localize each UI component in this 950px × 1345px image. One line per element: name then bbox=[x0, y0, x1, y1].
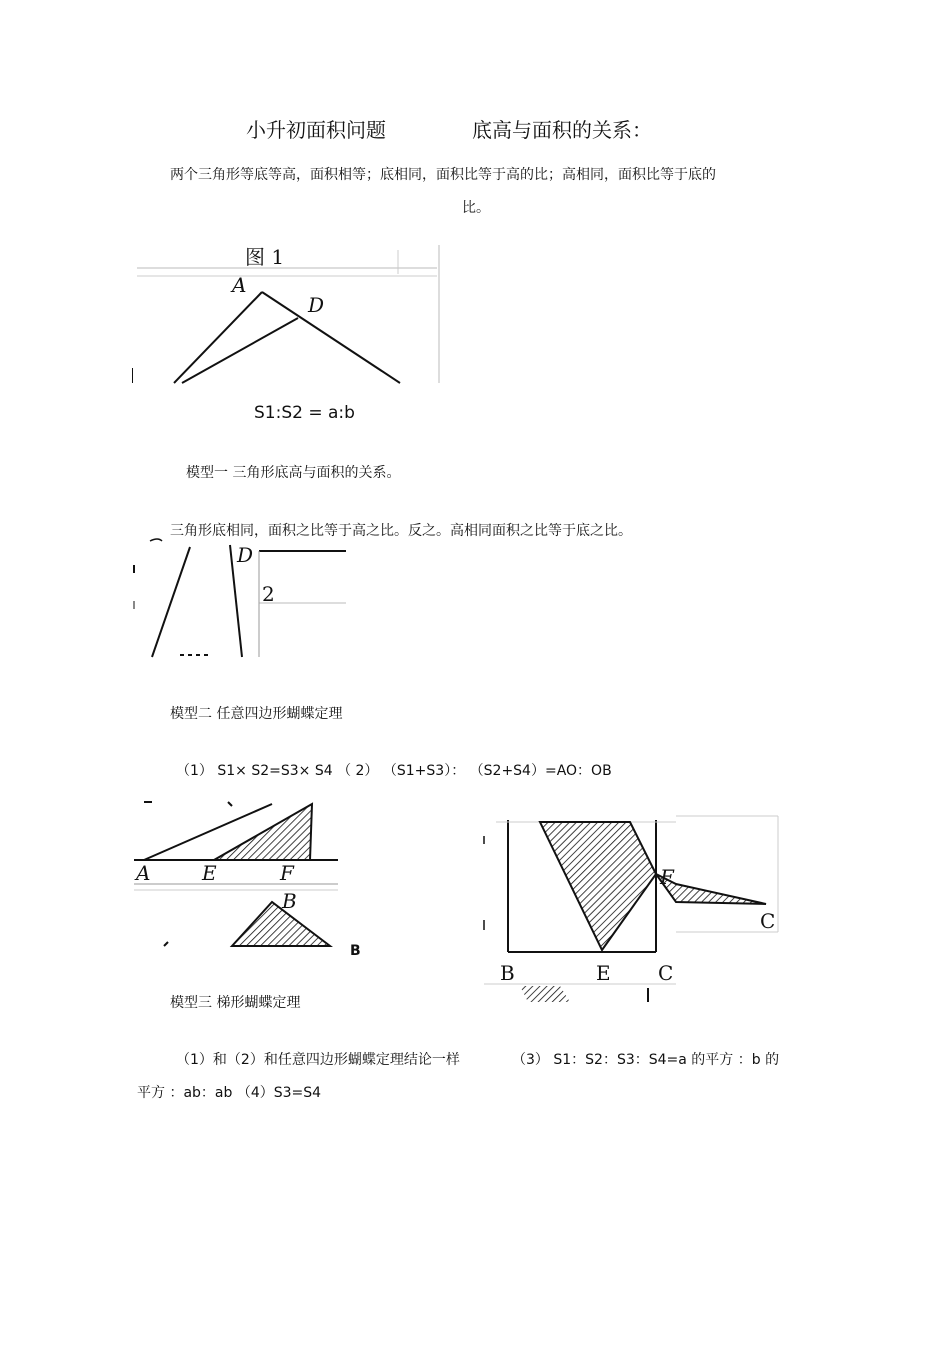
fig4-label-c: C bbox=[658, 961, 674, 985]
fig3-label-f: F bbox=[280, 861, 294, 885]
fig3-hatched-region-top bbox=[214, 804, 312, 860]
model3-heading: 模型三 梯形蝴蝶定理 bbox=[170, 995, 301, 1011]
model3-conclusion-line2: 平方 ：ab：ab （4）S3=S4 bbox=[137, 1085, 322, 1101]
fig1-edge-d bbox=[182, 318, 298, 383]
figure-model1-diagram bbox=[132, 537, 348, 659]
page-title-part1: 小升初面积问题 bbox=[246, 118, 386, 142]
page-title-part2: 底高与面积的关系： bbox=[472, 118, 652, 142]
fig2-label-2: 2 bbox=[262, 582, 275, 606]
model3-conclusion-3: （3） S1：S2：S3：S4=a 的平方 ：b 的 bbox=[512, 1052, 780, 1068]
fig1-label-d: D bbox=[308, 293, 325, 317]
fig2-label-d: D bbox=[237, 543, 254, 567]
model2-heading: 模型二 任意四边形蝴蝶定理 bbox=[170, 706, 343, 722]
fig3-label-e: E bbox=[202, 861, 217, 885]
fig3-mark-2 bbox=[228, 802, 232, 806]
fig4-label-e: E bbox=[596, 961, 611, 985]
figure-model2-left-diagram bbox=[132, 798, 344, 948]
fig3-label-b: B bbox=[282, 889, 297, 913]
intro-line-2: 比。 bbox=[462, 200, 490, 216]
fig1-caption: 图 1 bbox=[245, 245, 285, 269]
model1-text: 三角形底相同，面积之比等于高之比。反之。高相同面积之比等于底之比。 bbox=[170, 523, 632, 539]
fig4-hatched-quad bbox=[540, 822, 656, 950]
figure-1-triangle-diagram bbox=[132, 240, 442, 385]
fig3-mark-3 bbox=[164, 942, 168, 946]
model3-conclusion-1-2: （1）和（2）和任意四边形蝴蝶定理结论一样 bbox=[176, 1052, 460, 1068]
fig1-edge-ac bbox=[262, 292, 400, 383]
model1-heading: 模型一 三角形底高与面积的关系。 bbox=[186, 465, 401, 481]
fig4-hatched-bottom bbox=[520, 986, 570, 1002]
model2-conclusions: （1） S1× S2=S3× S4 （ 2） （S1+S3）： （S2+S4）=AO：OB bbox=[176, 763, 612, 779]
fig2-mark-top bbox=[150, 539, 162, 541]
fig4-label-c-right: C bbox=[760, 909, 776, 933]
stray-label-b: B bbox=[350, 943, 361, 959]
fig4-label-f: F bbox=[660, 865, 674, 889]
formula-s1-s2: S1:S2 = a:b bbox=[254, 403, 355, 423]
fig2-edge-left bbox=[152, 547, 190, 657]
fig3-label-a: A bbox=[136, 861, 151, 885]
figure-model2-right-diagram bbox=[480, 812, 780, 1004]
fig1-edge-ab bbox=[174, 292, 262, 383]
fig1-label-a: A bbox=[232, 273, 247, 297]
fig4-label-b: B bbox=[500, 961, 515, 985]
intro-line-1: 两个三角形等底等高，面积相等；底相同，面积比等于高的比；高相同，面积比等于底的 bbox=[170, 167, 716, 183]
fig3-hatched-region-bottom bbox=[232, 902, 330, 946]
